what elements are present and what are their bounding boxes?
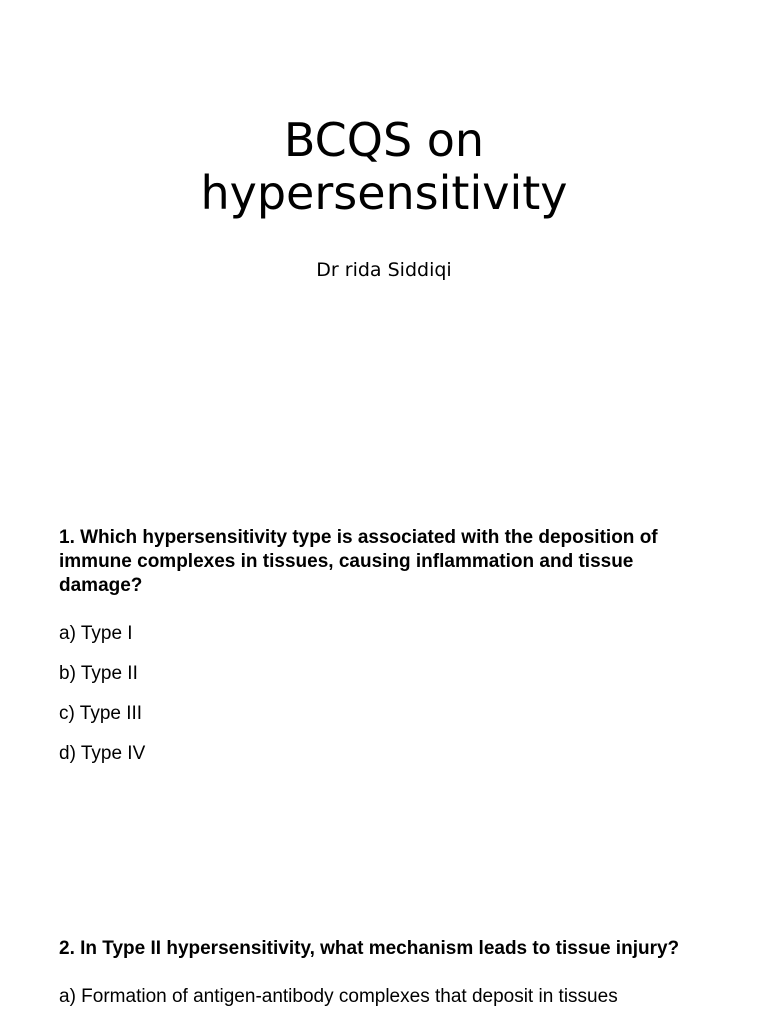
option-a: a) Type I xyxy=(59,623,133,644)
option-a: a) Formation of antigen-antibody complexes that deposit in tissues xyxy=(59,986,618,1007)
title-block xyxy=(0,114,768,282)
question-text: 2. In Type II hypersensitivity, what mechanism leads to tissue injury? xyxy=(59,938,680,959)
title-line-2: hypersensitivity xyxy=(200,166,568,220)
question-2 xyxy=(59,937,719,1009)
author-name: Dr rida Siddiqi xyxy=(316,259,452,281)
option-c: c) Type III xyxy=(59,703,143,724)
title-line-1: BCQS on xyxy=(283,113,485,167)
question-text: 1. Which hypersensitivity type is associated with the deposition of immune complexes in tissues, causing inflammation and tissue damage? xyxy=(59,527,658,596)
option-list xyxy=(59,622,719,766)
page-title xyxy=(0,114,768,220)
option-list xyxy=(59,985,719,1009)
option-b: b) Type II xyxy=(59,663,138,684)
question-1 xyxy=(59,526,719,782)
option-d: d) Type IV xyxy=(59,743,146,764)
